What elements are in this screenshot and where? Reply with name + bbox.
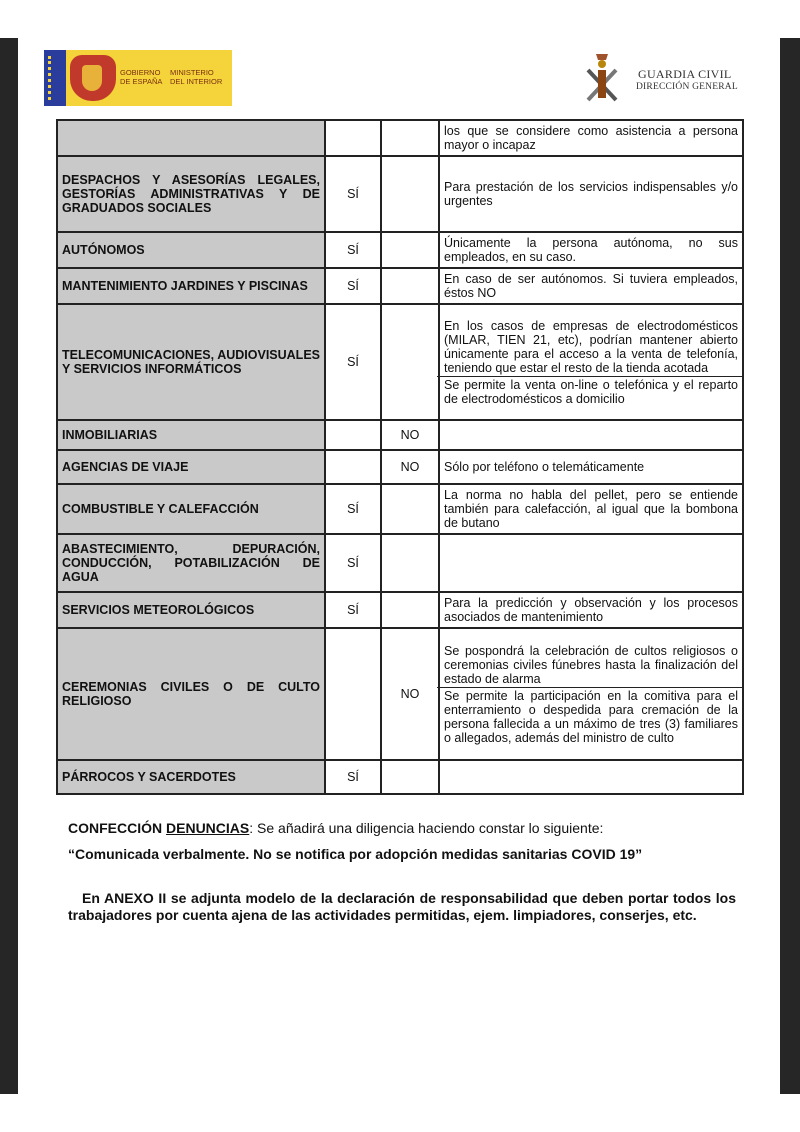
observation-text: Únicamente la persona autónoma, no sus empleados, en su caso. (444, 236, 738, 264)
si-cell: SÍ (325, 484, 381, 534)
no-cell (381, 534, 439, 592)
observations-cell (439, 450, 743, 484)
gov-logo-text-gobierno: GOBIERNO DE ESPAÑA (120, 68, 163, 86)
activity-cell: DESPACHOS Y ASESORÍAS LEGALES, GESTORÍAS ADMINISTRATIVAS Y DE GRADUADOS SOCIALES (57, 156, 325, 232)
no-cell (381, 120, 439, 156)
si-cell: SÍ (325, 156, 381, 232)
anexo-paragraph: En ANEXO II se adjunta modelo de la declaración de responsabilidad que deben portar todos los trabajadores por cuenta ajena de las actividades permitidas, ejem. limpiadores, conserjes, etc. (68, 890, 736, 923)
observation-text (444, 776, 738, 778)
no-cell (381, 156, 439, 232)
observations-cell (439, 304, 743, 420)
observation-text: Se permite la participación en la comitiva para el enterramiento o despedida para cremación de la persona fallecida a un máximo de tres (3) familiares o allegados, además del ministro de culto (437, 687, 744, 746)
confeccion-label: CONFECCIÓN (68, 820, 163, 836)
table-row (57, 534, 743, 592)
activities-table (56, 119, 744, 795)
scan-border-right (780, 38, 800, 1094)
observations-cell (439, 592, 743, 628)
activity-cell: INMOBILIARIAS (57, 420, 325, 450)
table-row (57, 760, 743, 794)
gobierno-espana-logo (44, 50, 232, 106)
observation-text: En caso de ser autónomos. Si tuviera empleados, éstos NO (444, 272, 738, 300)
observation-text: Se pospondrá la celebración de cultos religiosos o ceremonias civiles fúnebres hasta la finalización del estado de alarma (444, 643, 738, 686)
no-cell: NO (381, 450, 439, 484)
observation-text: Se permite la venta on-line o telefónica y el reparto de electrodomésticos a domicilio (437, 376, 744, 407)
si-cell (325, 628, 381, 760)
si-cell: SÍ (325, 592, 381, 628)
no-cell (381, 232, 439, 268)
no-cell: NO (381, 628, 439, 760)
observation-text: La norma no habla del pellet, pero se entiende también para calefacción, al igual que la bombona de butano (444, 488, 738, 530)
activity-cell: ABASTECIMIENTO, DEPURACIÓN, CONDUCCIÓN, POTABILIZACIÓN DE AGUA (57, 534, 325, 592)
observations-cell (439, 628, 743, 760)
activity-cell: COMBUSTIBLE Y CALEFACCIÓN (57, 484, 325, 534)
si-cell: SÍ (325, 304, 381, 420)
table-row (57, 420, 743, 450)
observations-cell (439, 268, 743, 304)
denuncias-label: DENUNCIAS (166, 820, 250, 836)
verbal-notice-quote: “Comunicada verbalmente. No se notifica por adopción medidas sanitarias COVID 19” (68, 846, 643, 862)
observations-cell (439, 484, 743, 534)
observation-text: Para la predicción y observación y los procesos asociados de mantenimiento (444, 596, 738, 624)
no-cell: NO (381, 420, 439, 450)
si-cell: SÍ (325, 232, 381, 268)
guardia-civil-title: GUARDIA CIVIL (638, 67, 732, 81)
observations-cell (439, 120, 743, 156)
guardia-civil-subtitle: DIRECCIÓN GENERAL (636, 82, 738, 92)
table-row (57, 120, 743, 156)
observations-cell (439, 534, 743, 592)
observation-text (444, 562, 738, 564)
eu-flag-stripe (44, 50, 66, 106)
activity-cell: CEREMONIAS CIVILES O DE CULTO RELIGIOSO (57, 628, 325, 760)
si-cell: SÍ (325, 534, 381, 592)
activity-cell: AGENCIAS DE VIAJE (57, 450, 325, 484)
si-cell (325, 120, 381, 156)
observations-cell (439, 760, 743, 794)
si-cell (325, 450, 381, 484)
guardia-civil-emblem-icon (582, 50, 622, 104)
denuncias-paragraph (68, 820, 736, 837)
no-cell (381, 304, 439, 420)
no-cell (381, 760, 439, 794)
no-cell (381, 592, 439, 628)
observations-cell (439, 156, 743, 232)
observations-cell (439, 420, 743, 450)
table-row (57, 268, 743, 304)
table-row (57, 232, 743, 268)
observations-cell (439, 232, 743, 268)
table-row (57, 592, 743, 628)
denuncias-text: : Se añadirá una diligencia haciendo constar lo siguiente: (249, 820, 604, 836)
activity-cell: PÁRROCOS Y SACERDOTES (57, 760, 325, 794)
table-row (57, 628, 743, 760)
observation-text: En los casos de empresas de electrodomésticos (MILAR, TIEN 21, etc), podrían mantener abierto únicamente para el acceso a la venta de telefonía, teniendo que estar el resto de la tienda acotada (444, 318, 738, 375)
si-cell: SÍ (325, 760, 381, 794)
activity-cell: SERVICIOS METEOROLÓGICOS (57, 592, 325, 628)
observation-text (444, 434, 738, 436)
activity-cell: MANTENIMIENTO JARDINES Y PISCINAS (57, 268, 325, 304)
observation-text: Sólo por teléfono o telemáticamente (444, 460, 645, 474)
observation-text: los que se considere como asistencia a persona mayor o incapaz (444, 124, 738, 152)
table-row (57, 156, 743, 232)
table-row (57, 484, 743, 534)
no-cell (381, 484, 439, 534)
si-cell (325, 420, 381, 450)
activity-cell: TELECOMUNICACIONES, AUDIOVISUALES Y SERVICIOS INFORMÁTICOS (57, 304, 325, 420)
observation-text: Para prestación de los servicios indispensables y/o urgentes (444, 180, 738, 208)
si-cell: SÍ (325, 268, 381, 304)
activity-cell: AUTÓNOMOS (57, 232, 325, 268)
coat-of-arms-icon (70, 55, 116, 101)
gov-logo-text-ministerio: MINISTERIO DEL INTERIOR (170, 68, 223, 86)
table-row (57, 304, 743, 420)
no-cell (381, 268, 439, 304)
table-row (57, 450, 743, 484)
scan-border-left (0, 38, 18, 1094)
activity-cell (57, 120, 325, 156)
